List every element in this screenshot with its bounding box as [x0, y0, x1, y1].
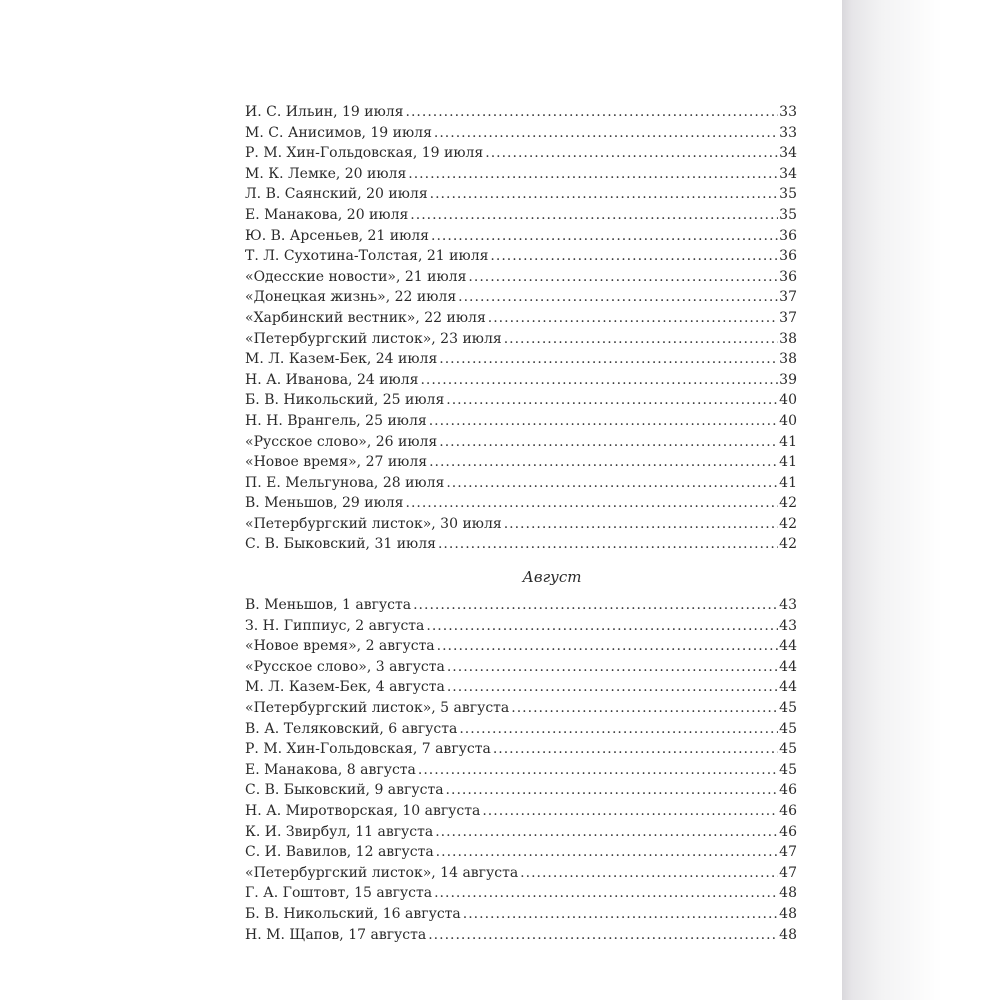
- dot-leader: [429, 452, 778, 473]
- dot-leader: [490, 246, 778, 267]
- toc-entry-title: С. В. Быковский, 31 июля: [245, 536, 436, 553]
- dot-leader: [406, 102, 778, 123]
- toc-entry: [245, 184, 797, 205]
- toc-entry: [245, 534, 797, 555]
- toc-entry: [245, 595, 797, 616]
- toc-entry: [245, 287, 797, 308]
- toc-entry-title: В. Меньшов, 29 июля: [245, 495, 404, 512]
- toc-entry-title: Н. Н. Врангель, 25 июля: [245, 412, 427, 429]
- toc-entry-page-number: 34: [779, 145, 797, 162]
- toc-entry-title: И. С. Ильин, 19 июля: [245, 104, 404, 120]
- toc-entry-title: «Русское слово», 26 июля: [245, 433, 438, 450]
- toc-entry: [245, 739, 797, 760]
- toc-entry-title: М. Л. Казем-Бек, 4 августа: [245, 679, 445, 696]
- toc-entry-page-number: 35: [779, 206, 797, 223]
- toc-entry: [245, 411, 797, 432]
- book-spine-shadow: [842, 0, 1000, 1000]
- dot-leader: [493, 739, 778, 760]
- toc-entry-title: М. Л. Казем-Бек, 24 июля: [245, 351, 438, 368]
- toc-entry-page-number: 46: [779, 782, 797, 799]
- toc-entry: [245, 370, 797, 391]
- toc-entry-page-number: 48: [779, 885, 797, 902]
- toc-entry-title: К. И. Звирбул, 11 августа: [245, 823, 434, 840]
- dot-leader: [520, 863, 778, 884]
- dot-leader: [447, 657, 778, 678]
- toc-entry: [245, 883, 797, 904]
- toc-entry: [245, 616, 797, 637]
- toc-entry: [245, 452, 797, 473]
- toc-entry-page-number: 48: [779, 926, 797, 943]
- toc-entry-page-number: 34: [779, 165, 797, 182]
- toc-entry-page-number: 39: [779, 371, 797, 388]
- toc-entry: [245, 102, 797, 123]
- toc-entry-page-number: 44: [779, 658, 797, 675]
- table-of-contents: [245, 102, 797, 945]
- toc-entry-page-number: 38: [779, 330, 797, 347]
- toc-entry-title: «Одесские новости», 21 июля: [245, 268, 467, 285]
- dot-leader: [447, 677, 778, 698]
- dot-leader: [459, 719, 778, 740]
- toc-entry-page-number: 44: [779, 679, 797, 696]
- toc-entry-page-number: 46: [779, 823, 797, 840]
- toc-entry: [245, 636, 797, 657]
- toc-entry-page-number: 43: [779, 617, 797, 634]
- dot-leader: [438, 534, 778, 555]
- toc-entry-title: Е. Манакова, 20 июля: [245, 206, 409, 223]
- toc-entry: [245, 801, 797, 822]
- dot-leader: [458, 287, 778, 308]
- dot-leader: [436, 842, 778, 863]
- dot-leader: [437, 636, 778, 657]
- toc-entry: [245, 822, 797, 843]
- dot-leader: [439, 432, 778, 453]
- dot-leader: [431, 226, 778, 247]
- toc-entry-page-number: 40: [779, 412, 797, 429]
- toc-entry-title: «Донецкая жизнь», 22 июля: [245, 289, 457, 306]
- dot-leader: [446, 780, 778, 801]
- toc-entry: [245, 514, 797, 535]
- toc-entry: [245, 677, 797, 698]
- toc-entry-title: Н. А. Иванова, 24 июля: [245, 371, 419, 388]
- toc-entry: [245, 246, 797, 267]
- toc-entry-page-number: 45: [779, 720, 797, 737]
- toc-entry: [245, 863, 797, 884]
- toc-entry-title: В. Меньшов, 1 августа: [245, 597, 412, 614]
- toc-entry-page-number: 33: [779, 104, 797, 120]
- toc-entry-page-number: 41: [779, 433, 797, 450]
- dot-leader: [504, 514, 778, 535]
- toc-entry-page-number: 41: [779, 474, 797, 491]
- toc-entry-page-number: 33: [779, 124, 797, 141]
- toc-entry: [245, 267, 797, 288]
- toc-entry-title: В. А. Теляковский, 6 августа: [245, 720, 458, 737]
- toc-entry: [245, 308, 797, 329]
- toc-entry-title: «Харбинский вестник», 22 июля: [245, 309, 486, 326]
- toc-entry: [245, 657, 797, 678]
- toc-entry: [245, 760, 797, 781]
- toc-entry-title: Б. В. Никольский, 16 августа: [245, 905, 461, 922]
- toc-entry-page-number: 42: [779, 495, 797, 512]
- toc-entry-page-number: 47: [779, 864, 797, 881]
- toc-entry: [245, 390, 797, 411]
- toc-entry-title: Н. М. Щапов, 17 августа: [245, 926, 427, 943]
- toc-entry: [245, 226, 797, 247]
- toc-entry-title: «Петербургский листок», 23 июля: [245, 330, 502, 347]
- toc-entry: [245, 164, 797, 185]
- toc-entry-title: С. В. Быковский, 9 августа: [245, 782, 444, 799]
- toc-entry-page-number: 47: [779, 844, 797, 861]
- toc-entry: [245, 329, 797, 350]
- toc-entry: [245, 904, 797, 925]
- dot-leader: [410, 205, 778, 226]
- dot-leader: [504, 329, 778, 350]
- dot-leader: [485, 143, 778, 164]
- toc-entry-page-number: 37: [779, 309, 797, 326]
- dot-leader: [463, 904, 778, 925]
- toc-entry-page-number: 38: [779, 351, 797, 368]
- toc-entry: [245, 780, 797, 801]
- dot-leader: [446, 390, 778, 411]
- toc-entry-page-number: 36: [779, 227, 797, 244]
- dot-leader: [429, 411, 778, 432]
- toc-entry-title: Г. А. Гоштовт, 15 августа: [245, 885, 433, 902]
- toc-entry-title: Н. А. Миротворская, 10 августа: [245, 803, 481, 819]
- dot-leader: [413, 595, 778, 616]
- dot-leader: [420, 370, 778, 391]
- dot-leader: [406, 493, 779, 514]
- toc-entry-page-number: 44: [779, 638, 797, 655]
- dot-leader: [511, 698, 778, 719]
- toc-entry-page-number: 36: [779, 268, 797, 285]
- toc-entry-page-number: 45: [779, 741, 797, 758]
- toc-entry-page-number: 45: [779, 700, 797, 717]
- toc-entry: [245, 698, 797, 719]
- toc-entry-title: «Петербургский листок», 5 августа: [245, 700, 510, 717]
- toc-entry-title: «Петербургский листок», 30 июля: [245, 515, 502, 532]
- dot-leader: [468, 267, 778, 288]
- toc-entry: [245, 205, 797, 226]
- toc-entry-title: Б. В. Никольский, 25 июля: [245, 392, 445, 409]
- toc-entry: [245, 143, 797, 164]
- toc-entry-title: С. И. Вавилов, 12 августа: [245, 844, 434, 861]
- toc-entry: [245, 473, 797, 494]
- toc-entry-page-number: 45: [779, 761, 797, 778]
- dot-leader: [426, 616, 778, 637]
- toc-entry-title: Т. Л. Сухотина-Толстая, 21 июля: [245, 248, 489, 265]
- toc-entry-title: Р. М. Хин-Гольдовская, 19 июля: [245, 145, 484, 162]
- dot-leader: [434, 123, 778, 144]
- toc-entry-title: П. Е. Мельгунова, 28 июля: [245, 474, 445, 491]
- toc-entry-title: «Новое время», 27 июля: [245, 454, 428, 471]
- toc-entry-title: Ю. В. Арсеньев, 21 июля: [245, 227, 430, 244]
- section-heading: Август: [522, 568, 582, 587]
- toc-entry-page-number: 43: [779, 597, 797, 614]
- toc-entry: [245, 493, 797, 514]
- toc-entry-title: «Петербургский листок», 14 августа: [245, 864, 519, 881]
- dot-leader: [434, 883, 778, 904]
- toc-entry-title: М. С. Анисимов, 19 июля: [245, 124, 432, 141]
- toc-entry-title: З. Н. Гиппиус, 2 августа: [245, 617, 425, 634]
- toc-entry: [245, 925, 797, 946]
- toc-entry: [245, 432, 797, 453]
- dot-leader: [488, 308, 778, 329]
- toc-entry: [245, 842, 797, 863]
- dot-leader: [428, 925, 778, 946]
- toc-entry-page-number: 41: [779, 454, 797, 471]
- toc-entry-page-number: 46: [779, 803, 797, 819]
- toc-entry: [245, 719, 797, 740]
- toc-entry-title: «Русское слово», 3 августа: [245, 658, 445, 675]
- toc-entry-page-number: 42: [779, 515, 797, 532]
- toc-entry: [245, 123, 797, 144]
- toc-entry-page-number: 35: [779, 186, 797, 203]
- dot-leader: [435, 822, 778, 843]
- toc-entry-title: Л. В. Саянский, 20 июля: [245, 186, 428, 203]
- dot-leader: [418, 760, 778, 781]
- toc-entry-page-number: 37: [779, 289, 797, 306]
- dot-leader: [439, 349, 778, 370]
- dot-leader: [408, 164, 778, 185]
- toc-entry-title: Е. Манакова, 8 августа: [245, 761, 416, 778]
- toc-entry-title: «Новое время», 2 августа: [245, 638, 435, 655]
- toc-entry-title: Р. М. Хин-Гольдовская, 7 августа: [245, 741, 491, 758]
- toc-entry: [245, 349, 797, 370]
- dot-leader: [446, 473, 778, 494]
- toc-entry-page-number: 42: [779, 536, 797, 553]
- dot-leader: [430, 184, 778, 205]
- toc-entry-page-number: 36: [779, 248, 797, 265]
- dot-leader: [482, 801, 778, 822]
- toc-entry-page-number: 40: [779, 392, 797, 409]
- toc-entry-page-number: 48: [779, 905, 797, 922]
- toc-entry-title: М. К. Лемке, 20 июля: [245, 165, 407, 182]
